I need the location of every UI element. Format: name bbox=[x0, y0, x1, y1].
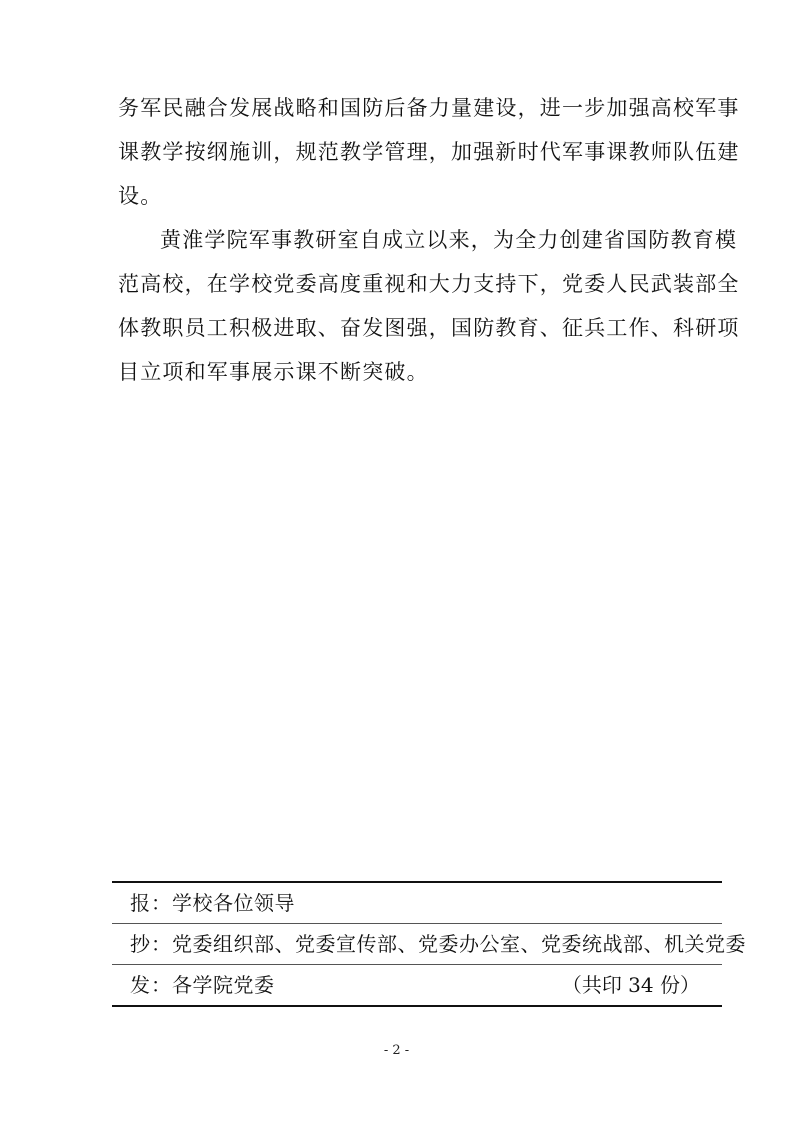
paragraph-1-line-2: 课教学按纲施训，规范教学管理，加强新时代军事课教师队伍建 bbox=[118, 140, 740, 164]
issue-row bbox=[112, 964, 722, 1005]
distribution-bottom-rule bbox=[112, 1005, 722, 1007]
report-row bbox=[112, 883, 722, 923]
paragraph-2-line-3: 体教职员工积极进取、奋发图强，国防教育、征兵工作、科研项 bbox=[118, 316, 740, 340]
paragraph-2-line-4: 目立项和军事展示课不断突破。 bbox=[118, 360, 429, 384]
page-number: - 2 - bbox=[383, 1043, 410, 1058]
paragraph-1-line-3: 设。 bbox=[118, 184, 163, 208]
paragraph-2-line-1: 黄淮学院军事教研室自成立以来，为全力创建省国防教育模 bbox=[160, 228, 738, 252]
report-label: 报： bbox=[130, 891, 172, 915]
copy-row bbox=[112, 923, 746, 964]
issue-value: 各学院党委 bbox=[172, 973, 275, 997]
copy-value: 党委组织部、党委宣传部、党委办公室、党委统战部、机关党委 bbox=[172, 932, 746, 956]
copy-label: 抄： bbox=[130, 932, 172, 956]
paragraph-2-line-2: 范高校，在学校党委高度重视和大力支持下，党委人民武装部全 bbox=[118, 272, 740, 296]
body-text bbox=[118, 86, 740, 394]
issue-label: 发： bbox=[130, 973, 172, 997]
paragraph-1-line-1: 务军民融合发展战略和国防后备力量建设，进一步加强高校军事 bbox=[118, 96, 740, 120]
print-count: （共印 34 份） bbox=[561, 973, 700, 997]
report-value: 学校各位领导 bbox=[172, 891, 295, 915]
distribution-block bbox=[112, 881, 746, 1007]
